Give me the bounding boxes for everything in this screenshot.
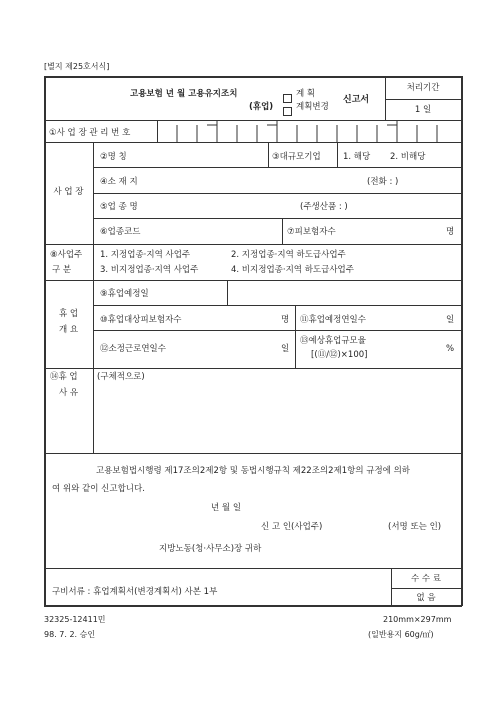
employer-type-label1: ⑧사업주 — [50, 250, 83, 260]
employer-opt2[interactable]: 2. 지정업종·지역 하도급사업주 — [231, 250, 346, 260]
large-co-yes[interactable]: 1. 해당 — [343, 152, 371, 162]
mgmt-no-input[interactable] — [157, 120, 462, 142]
scale-formula: [(⑪/⑫)×100] — [311, 350, 368, 360]
row-line — [93, 218, 462, 219]
employer-opt4[interactable]: 4. 비지정업종·지역 하도급사업주 — [231, 265, 354, 275]
reason-label2: 사 유 — [59, 388, 79, 398]
frame-right — [461, 76, 463, 606]
declaration-date: 년 월 일 — [211, 503, 242, 513]
planned-period-label: ⑨휴업예정일 — [100, 289, 149, 299]
planned-days-unit: 일 — [446, 315, 455, 325]
header-period-divider — [385, 99, 461, 100]
reporter-label: 신 고 인(사업주) — [261, 522, 323, 532]
main-product-field[interactable]: (주생산품 : ) — [300, 202, 348, 212]
row-line — [44, 453, 462, 454]
header-report: 신고서 — [343, 95, 370, 105]
row-line — [391, 588, 461, 589]
col-line — [337, 142, 338, 167]
insured-label: ⑦피보험자수 — [287, 227, 336, 237]
col-line — [93, 244, 94, 280]
workplace-section: 사 업 장 — [53, 187, 84, 197]
form-label: [별지 제25호서식] — [44, 62, 110, 71]
paper-weight: (일반용지 60g/㎡) — [368, 630, 434, 639]
option-plan: 계 획 — [296, 89, 316, 99]
header-title-line2: (휴업) — [249, 102, 274, 112]
insured-unit: 명 — [446, 227, 455, 237]
period-value: 1 일 — [414, 105, 432, 115]
closure-label1: 휴 업 — [58, 309, 79, 319]
reason-hint: (구체적으로) — [97, 372, 145, 382]
row-line — [93, 305, 462, 306]
mgmt-no-label: ①사 업 장 관 리 번 호 — [49, 128, 131, 138]
declaration-text2: 여 위와 같이 신고합니다. — [52, 484, 145, 494]
reason-input[interactable] — [94, 369, 461, 452]
closure-label2: 개 요 — [58, 325, 79, 335]
reason-label1: ⑭휴 업 — [50, 372, 78, 382]
col-line — [93, 280, 94, 368]
row-line — [44, 142, 462, 143]
declaration-text1: 고용보험법시행령 제17조의2제2항 및 동법시행규칙 제22조의2제1항의 규정에 의하 — [96, 466, 411, 476]
employer-opt3[interactable]: 3. 비지정업종·지역 사업주 — [100, 265, 199, 275]
fee-value: 없 음 — [416, 593, 436, 603]
name-label: ②명 칭 — [100, 152, 127, 162]
col-line — [268, 142, 269, 167]
scale-unit: % — [446, 344, 455, 354]
planned-days-label: ⑪휴업예정연일수 — [300, 315, 366, 325]
header-title-line1: 고용보험 년 월 고용유지조치 — [130, 89, 238, 99]
employer-type-label2: 구 분 — [52, 265, 72, 275]
row-line — [93, 330, 462, 331]
row-line — [44, 280, 462, 281]
approval-date: 98. 7. 2. 승인 — [44, 630, 96, 639]
employer-opt1[interactable]: 1. 지정업종·지역 사업주 — [100, 250, 191, 260]
option-change: 계획변경 — [296, 102, 329, 112]
frame-left — [44, 76, 46, 606]
business-label: ⑤업 종 명 — [100, 202, 138, 212]
large-co-label: ③대규모기업 — [272, 152, 321, 162]
form-code: 32325-12411민 — [44, 615, 106, 624]
addressee: 지방노동(청·사무소)장 귀하 — [159, 544, 262, 554]
period-label: 처리기간 — [406, 83, 440, 93]
regular-days-label: ⑫소정근로연일수 — [100, 344, 166, 354]
col-line — [227, 280, 228, 305]
industry-code-label: ⑥업종코드 — [100, 227, 141, 237]
signature-label: (서명 또는 인) — [388, 522, 442, 532]
tel-field[interactable]: (전화 : ) — [367, 177, 399, 187]
target-insured-unit: 명 — [281, 315, 290, 325]
row-line — [93, 193, 462, 194]
checkbox-change[interactable] — [281, 101, 294, 120]
row-line — [93, 167, 462, 168]
frame-top — [44, 76, 462, 78]
target-insured-label: ⑩휴업대상피보험자수 — [100, 315, 182, 325]
col-line — [295, 305, 296, 368]
regular-days-unit: 일 — [281, 344, 290, 354]
address-label: ④소 재 지 — [100, 177, 138, 187]
large-co-no[interactable]: 2. 비해당 — [390, 152, 426, 162]
frame-bottom — [44, 605, 462, 607]
scale-label: ⑬예상휴업규모율 — [300, 336, 366, 346]
fee-label: 수 수 료 — [410, 574, 442, 584]
attachments-label: 구비서류 : 휴업계획서(변경계획서) 사본 1부 — [52, 587, 218, 597]
paper-size: 210mm×297mm — [383, 615, 452, 624]
row-line — [44, 244, 462, 245]
mgmt-no-grid — [157, 120, 462, 142]
row-line — [44, 568, 462, 569]
col-line — [282, 218, 283, 244]
